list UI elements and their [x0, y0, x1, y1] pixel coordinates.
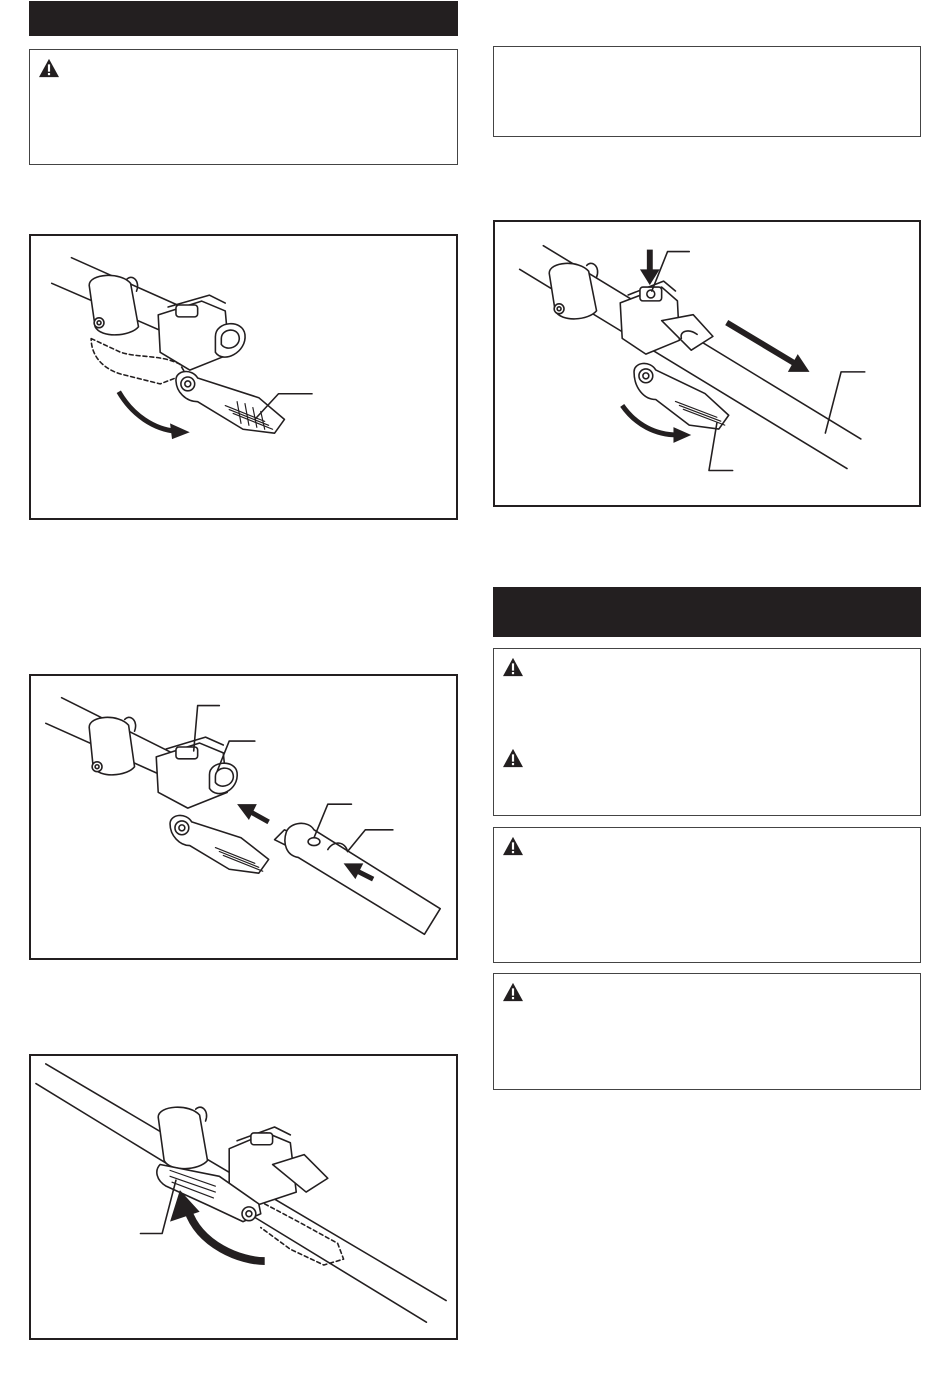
- right-warning-box-1: [493, 648, 921, 816]
- figure-lever-open-illustration: [31, 236, 456, 518]
- figure-remove-shaft: [493, 220, 921, 507]
- left-warning-box: [29, 49, 458, 165]
- warning-triangle-icon: [502, 657, 524, 677]
- warning-triangle-icon: [38, 58, 60, 78]
- right-warning-box-3: [493, 973, 921, 1090]
- figure-insert-shaft: [29, 674, 458, 960]
- figure-insert-shaft-illustration: [31, 676, 456, 958]
- warning-triangle-icon: [502, 836, 524, 856]
- left-section-heading: [29, 1, 458, 13]
- right-section-heading-bar: [493, 587, 921, 637]
- right-note-box: [493, 46, 921, 137]
- right-warning-box-2: [493, 827, 921, 963]
- figure-remove-shaft-illustration: [495, 222, 919, 505]
- figure-lever-close-illustration: [31, 1056, 456, 1338]
- figure-lever-close: [29, 1054, 458, 1340]
- warning-triangle-icon: [502, 748, 524, 768]
- figure-lever-open: [29, 234, 458, 520]
- warning-triangle-icon: [502, 982, 524, 1002]
- right-section-heading: [493, 587, 921, 599]
- left-section-heading-bar: [29, 1, 458, 36]
